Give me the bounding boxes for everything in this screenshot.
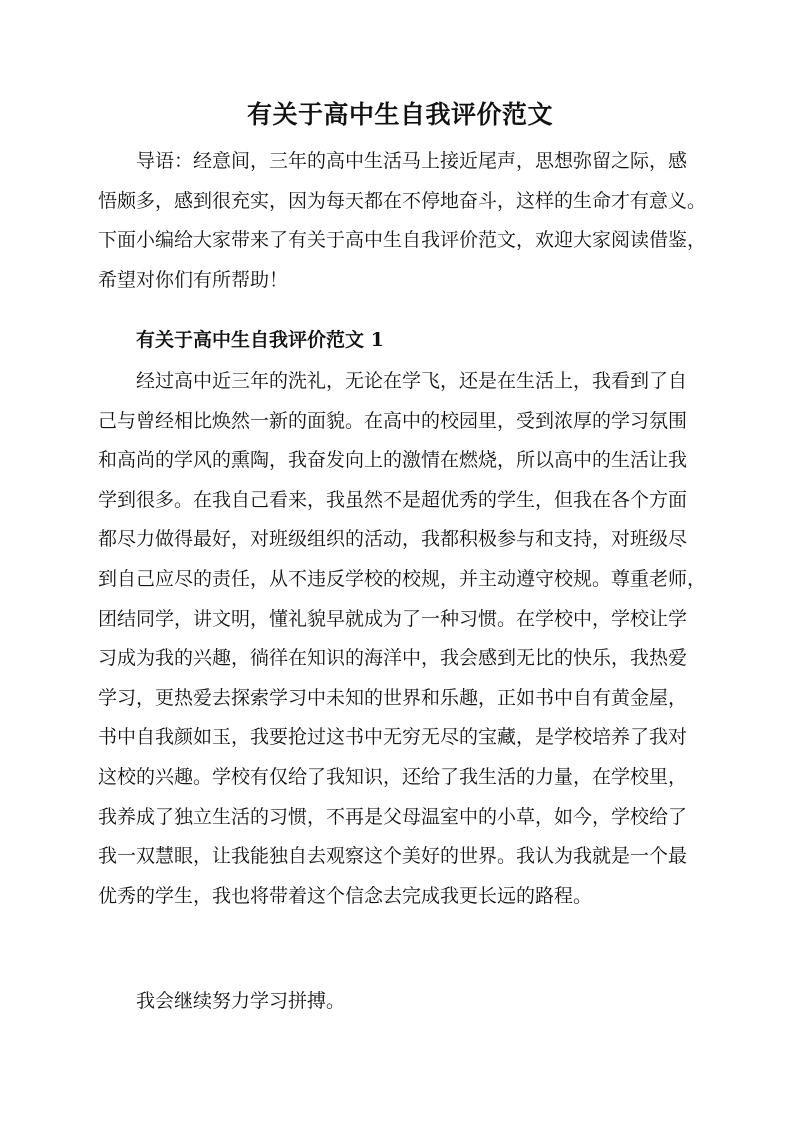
essay-line: 我一双慧眼，让我能独自去观察这个美好的世界。我认为我就是一个最 xyxy=(98,845,688,868)
essay-line: 学到很多。在我自己看来，我虽然不是超优秀的学生，但我在各个方面 xyxy=(98,488,688,511)
intro-line: 悟颇多，感到很充实，因为每天都在不停地奋斗，这样的生命才有意义。 xyxy=(98,189,707,212)
essay-line: 到自己应尽的责任，从不违反学校的校规，并主动遵守校规。尊重老师， xyxy=(98,567,707,590)
essay-line: 这校的兴趣。学校有仅给了我知识，还给了我生活的力量，在学校里， xyxy=(98,765,688,788)
essay-line: 优秀的学生，我也将带着这个信念去完成我更长远的路程。 xyxy=(98,884,593,907)
intro-line: 导语：经意间，三年的高中生活马上接近尾声，思想弥留之际，感 xyxy=(136,150,688,172)
essay-paragraph xyxy=(98,362,718,916)
essay-line: 我养成了独立生活的习惯，不再是父母温室中的小草，如今，学校给了 xyxy=(98,805,688,828)
essay-line: 团结同学，讲文明，懂礼貌早就成为了一种习惯。在学校中，学校让学 xyxy=(98,607,688,630)
document-title: 有关于高中生自我评价范文 xyxy=(246,100,553,129)
essay-line: 和高尚的学风的熏陶，我奋发向上的激情在燃烧，所以高中的生活让我 xyxy=(98,449,688,472)
intro-paragraph xyxy=(98,142,718,300)
essay-line: 习成为我的兴趣，徜徉在知识的海洋中，我会感到无比的快乐，我热爱 xyxy=(98,647,688,670)
section-heading: 有关于高中生自我评价范文 1 xyxy=(136,329,384,351)
closing-paragraph: 我会继续努力学习拼搏。 xyxy=(136,990,346,1012)
essay-line: 都尽力做得最好，对班级组织的活动，我都积极参与和支持，对班级尽 xyxy=(98,528,688,551)
intro-line: 希望对你们有所帮助！ xyxy=(98,268,289,291)
essay-line: 书中自我颜如玉，我要抢过这书中无穷无尽的宝藏，是学校培养了我对 xyxy=(98,726,688,749)
essay-line: 经过高中近三年的洗礼，无论在学飞，还是在生活上，我看到了自 xyxy=(136,370,688,392)
essay-line: 己与曾经相比焕然一新的面貌。在高中的校园里，受到浓厚的学习氛围 xyxy=(98,409,688,432)
essay-line: 学习，更热爱去探索学习中未知的世界和乐趣，正如书中自有黄金屋， xyxy=(98,686,688,709)
intro-line: 下面小编给大家带来了有关于高中生自我评价范文，欢迎大家阅读借鉴， xyxy=(98,229,707,252)
